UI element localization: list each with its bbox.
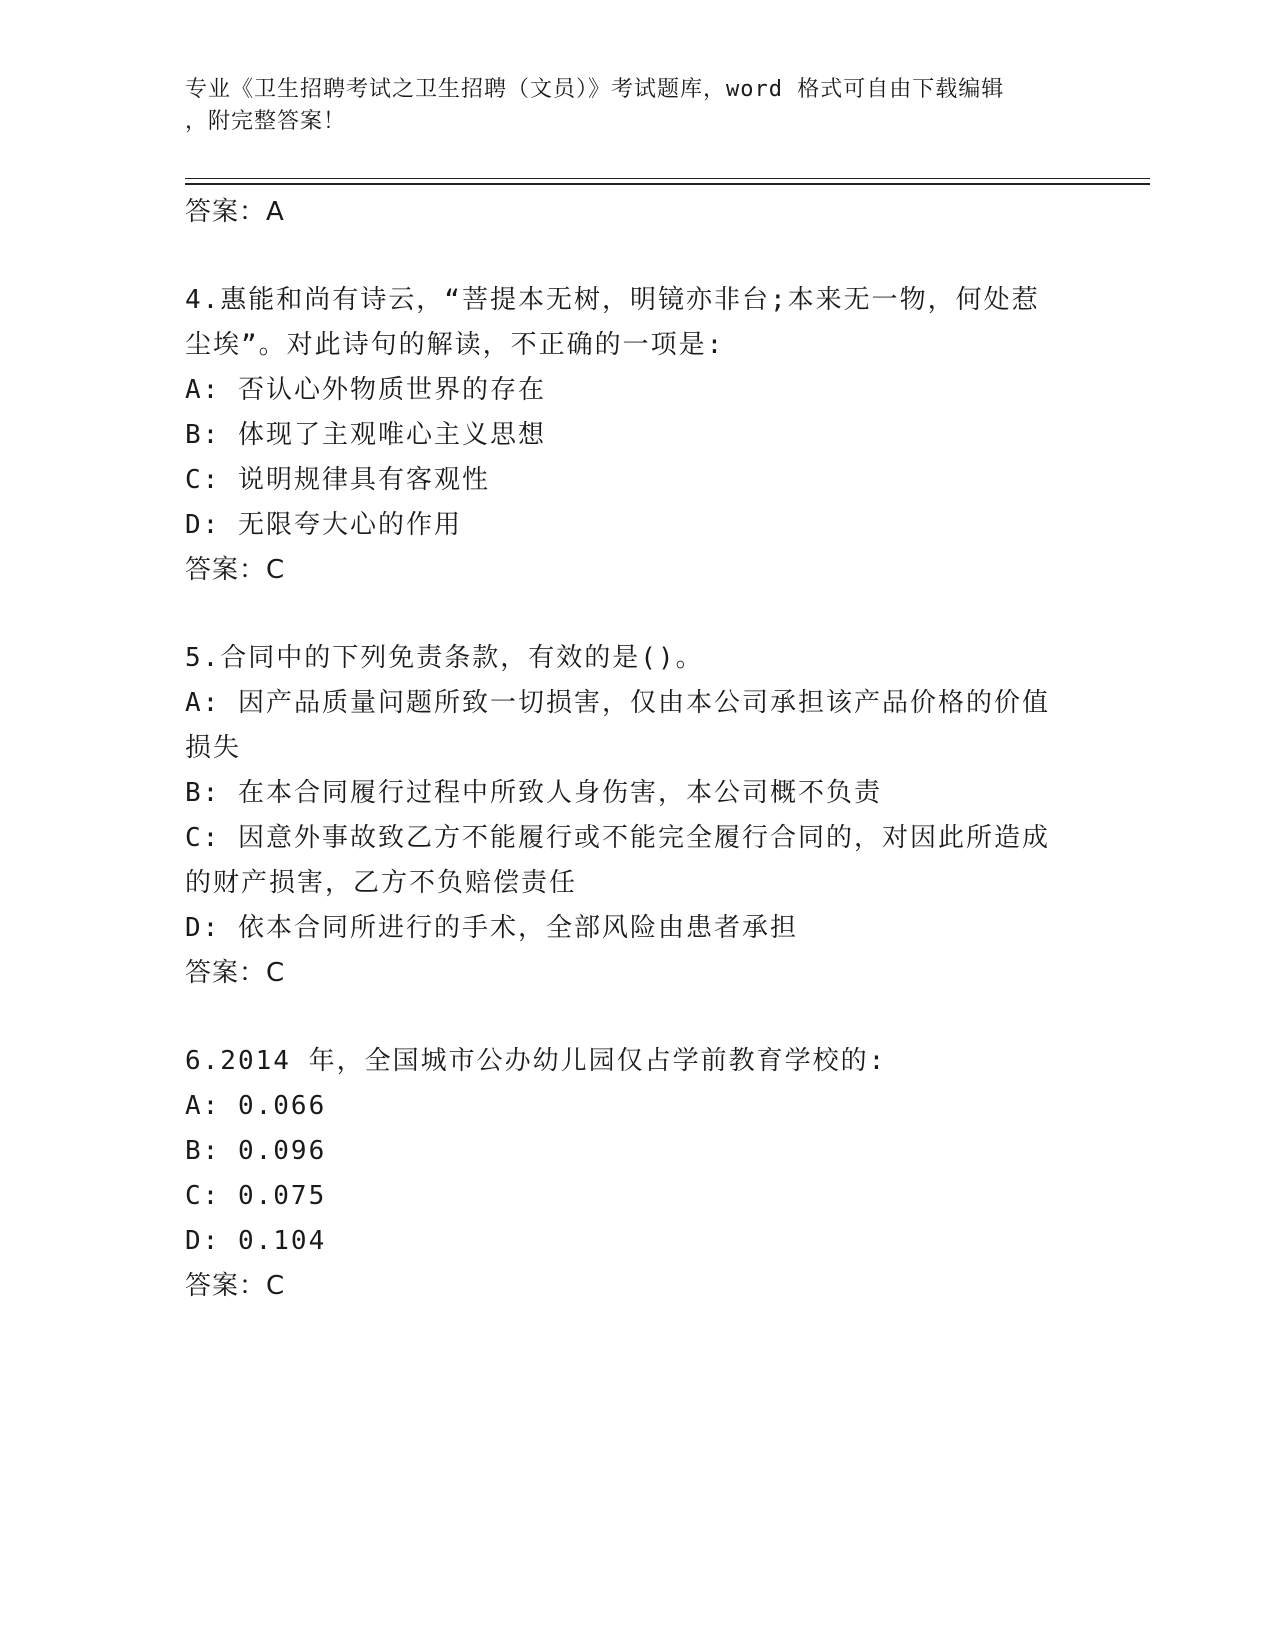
option-b: B: 体现了主观唯心主义思想 — [185, 420, 546, 450]
option-b: B: 在本合同履行过程中所致人身伤害，本公司概不负责 — [185, 778, 882, 808]
question-6 — [185, 1039, 1065, 1308]
option-a: A: 因产品质量问题所致一切损害，仅由本公司承担该产品价格的价值损失 — [185, 688, 1050, 763]
answer-label: 答案：C — [185, 958, 286, 988]
question-5 — [185, 636, 1065, 995]
header-line-1: 专业《卫生招聘考试之卫生招聘（文员）》考试题库，word 格式可自由下载编辑 — [185, 77, 1005, 102]
header-rule-thick — [185, 183, 1150, 185]
header-rule-thin — [185, 178, 1150, 179]
option-a: A: 0.066 — [185, 1091, 327, 1121]
option-d: D: 无限夸大心的作用 — [185, 510, 462, 540]
answer-label: 答案：C — [185, 1271, 286, 1301]
option-c: C: 因意外事故致乙方不能履行或不能完全履行合同的，对因此所造成的财产损害，乙方不负赔偿责任 — [185, 823, 1050, 898]
option-d: D: 0.104 — [185, 1226, 327, 1256]
answer-q3: 答案：A — [185, 197, 285, 227]
question-4 — [185, 278, 1065, 592]
question-text: 6.2014 年，全国城市公办幼儿园仅占学前教育学校的: — [185, 1046, 887, 1076]
option-b: B: 0.096 — [185, 1136, 327, 1166]
option-a: A: 否认心外物质世界的存在 — [185, 375, 546, 405]
document-header — [185, 74, 1055, 138]
option-d: D: 依本合同所进行的手术，全部风险由患者承担 — [185, 913, 798, 943]
question-list — [185, 190, 1065, 1308]
question-text: 4.惠能和尚有诗云，“菩提本无树，明镜亦非台;本来无一物，何处惹尘埃”。对此诗句的解读，不正确的一项是: — [185, 285, 1040, 360]
question-text: 5.合同中的下列免责条款，有效的是()。 — [185, 643, 704, 673]
option-c: C: 说明规律具有客观性 — [185, 465, 490, 495]
header-line-2: ，附完整答案！ — [185, 109, 347, 134]
answer-label: 答案：C — [185, 555, 286, 585]
option-c: C: 0.075 — [185, 1181, 327, 1211]
